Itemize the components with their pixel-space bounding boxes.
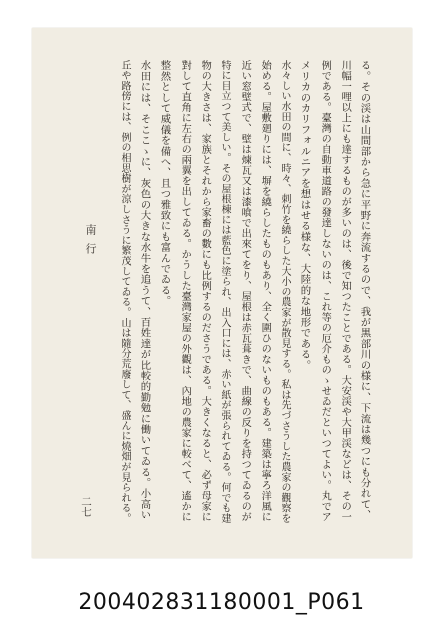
text-column-11: 整然として威儀を備へ、且つ雅致にも富んでゐる。	[158, 60, 171, 307]
image-caption: 200402831180001_P061	[78, 590, 365, 615]
text-column-13: 丘や路傍には、例の相思樹が涼しさうに繁茂してゐる。山は隨分荒廢して、盛んに燒畑が見られる。	[119, 60, 130, 524]
text-column-6: 始める。屋敷廻りには、塀を繞らしたものもあり、全く圍ひのないものもある。建築は寧ろ洋風に	[259, 60, 271, 522]
text-column-5: 水々しい水田の間に、時々、刺竹を繞らした大小の農家が散見する。私は先づさうした農家の觀察を	[279, 60, 290, 524]
page-number: 二七	[80, 496, 92, 517]
text-column-2: 川幅一哩以上にも達するものが多いのは、後で知つたことである。大安渓や大甲渓などは、その一	[339, 60, 351, 522]
text-column-10: 對して直角に左右の兩翼を出してゐる。かうした臺灣家屋の外觀は、內地の農家に較べて、遙かに	[179, 60, 191, 522]
text-column-1: る。その渓は山間部から急に平野に奔流するので、我が黒部川の様に、下流は幾つにも分れて、	[358, 60, 371, 521]
text-column-8: 特に目立つて美しい。その屋根棟には藍色に塗られ、出入口には、赤い紙が張られてゐる。何でも建	[219, 60, 230, 524]
text-column-12: 水田には、そここゝに、灰色の大きな水牛を追うて、百姓達が比較的勤勉に働いてゐる。小高い	[138, 60, 151, 521]
text-column-7: 近い窓壁式で、壁は煉瓦又は漆喰で出來てをり、屋根は赤瓦葺きで、曲線の反りを持つてゐるのが	[239, 60, 251, 522]
text-column-9: 物の大きさは、家族とそれから家畜の數にも比例するのださうである。大きくなると、必ず母家に	[199, 60, 211, 522]
book-page	[32, 28, 412, 558]
text-column-3: 例である。臺灣の自動車道路の發達しないのは、これ等の厄介ものゝせゐだといつてよい。丸でア	[319, 60, 331, 522]
text-column-4: メリカのカリフォルニアを想はせる様な、大陸的な地形である。	[298, 60, 311, 371]
running-header: 南行	[84, 224, 97, 262]
